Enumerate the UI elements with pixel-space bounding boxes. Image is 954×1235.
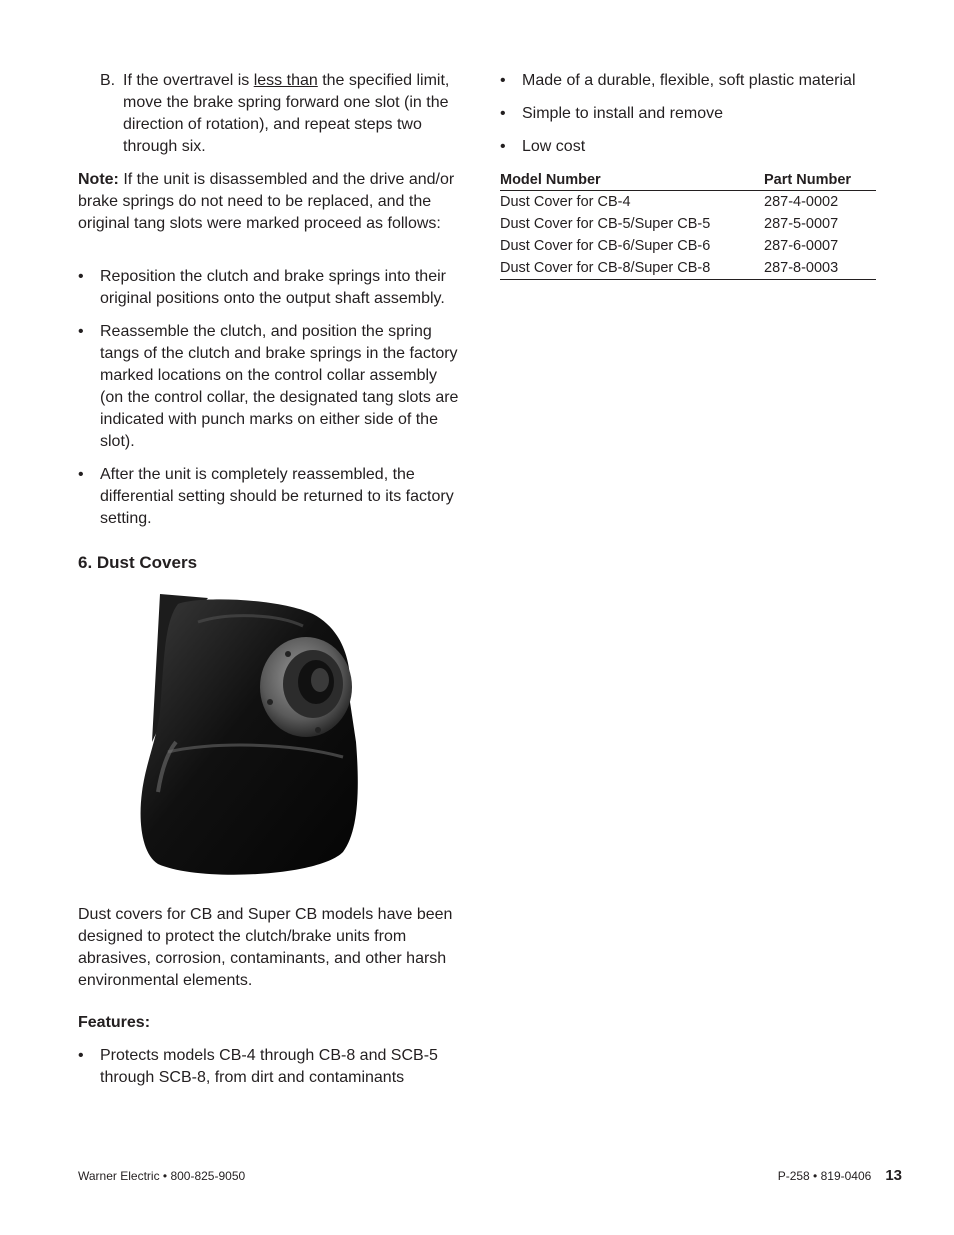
note-label: Note:: [78, 171, 119, 188]
page-number: 13: [885, 1167, 902, 1184]
table-cell: 287-6-0007: [764, 238, 839, 254]
table-cell: Dust Cover for CB-4: [500, 194, 631, 210]
list-item: [78, 464, 463, 530]
features-list: [78, 1045, 463, 1089]
table-row: [500, 235, 876, 257]
step-b: [78, 70, 463, 158]
list-item: [500, 70, 876, 92]
step-b-text-pre: If the overtravel is: [123, 72, 254, 89]
step-b-text-post: the specified limit, move the brake spring forward one slot (in the direction of rotation), and repeat steps two through six.: [123, 72, 450, 155]
table-header-row: [500, 169, 876, 191]
footer-right: [778, 1167, 902, 1184]
dust-cover-image: [138, 592, 363, 882]
column-header-model: Model Number: [500, 169, 764, 191]
bullet-icon: •: [500, 72, 506, 89]
table-row: [500, 191, 876, 214]
list-item: [500, 103, 876, 125]
dust-cover-photo: [138, 592, 363, 882]
features-list-continued: [500, 70, 876, 158]
table-cell: 287-5-0007: [764, 216, 839, 232]
footer-company: Warner Electric • 800-825-9050: [78, 1169, 246, 1183]
procedure-bullets: [78, 266, 463, 530]
list-item-text: Simple to install and remove: [522, 105, 723, 122]
table-row: [500, 213, 876, 235]
right-column: [500, 70, 876, 280]
list-item: [500, 136, 876, 158]
features-title: Features:: [78, 1014, 151, 1031]
table-cell: 287-4-0002: [764, 194, 839, 210]
list-item-text: Low cost: [522, 138, 586, 155]
table-cell: Dust Cover for CB-5/Super CB-5: [500, 216, 711, 232]
table-cell: 287-8-0003: [764, 257, 876, 280]
note-text: If the unit is disassembled and the drive and/or brake springs do not need to be replaced, and the original tang slots were marked proceed as follows:: [78, 171, 455, 232]
list-item-text: Made of a durable, flexible, soft plastic material: [522, 72, 856, 89]
table-cell: Dust Cover for CB-6/Super CB-6: [500, 238, 711, 254]
part-number-table: [500, 169, 876, 280]
list-item-text: Protects models CB-4 through CB-8 and SCB-5 through SCB-8, from dirt and contaminants: [100, 1047, 438, 1086]
step-b-label: B.: [100, 72, 116, 89]
step-b-underlined: less than: [253, 72, 318, 89]
step-b-text: [123, 70, 463, 158]
note-paragraph: [78, 169, 463, 235]
section-title: 6. Dust Covers: [78, 553, 198, 572]
list-item: [78, 1045, 463, 1089]
bullet-icon: •: [78, 268, 84, 285]
column-header-part: Part Number: [764, 169, 876, 191]
bullet-icon: •: [78, 466, 84, 483]
table-cell: Dust Cover for CB-8/Super CB-8: [500, 257, 764, 280]
bullet-icon: •: [500, 138, 506, 155]
bullet-icon: •: [78, 323, 84, 340]
left-column: [78, 70, 463, 1100]
list-item: [78, 321, 463, 453]
footer-doc-code: P-258 • 819-0406: [777, 1169, 872, 1183]
list-item-text: Reassemble the clutch, and position the spring tangs of the clutch and brake springs in the factory marked locations on the control collar assembly (on the control collar, the designated tang slots are indicated with punch marks on either side of the slot).: [100, 323, 459, 450]
table-row: [500, 257, 876, 280]
bullet-icon: •: [78, 1047, 84, 1064]
description: Dust covers for CB and Super CB models have been designed to protect the clutch/brake units from abrasives, corrosion, contaminants, and other harsh environmental elements.: [78, 906, 453, 989]
bullet-icon: •: [500, 105, 506, 122]
list-item: [78, 266, 463, 310]
list-item-text: After the unit is completely reassembled, the differential setting should be returned to its factory setting.: [100, 466, 454, 527]
list-item-text: Reposition the clutch and brake springs into their original positions onto the output shaft assembly.: [100, 268, 446, 307]
